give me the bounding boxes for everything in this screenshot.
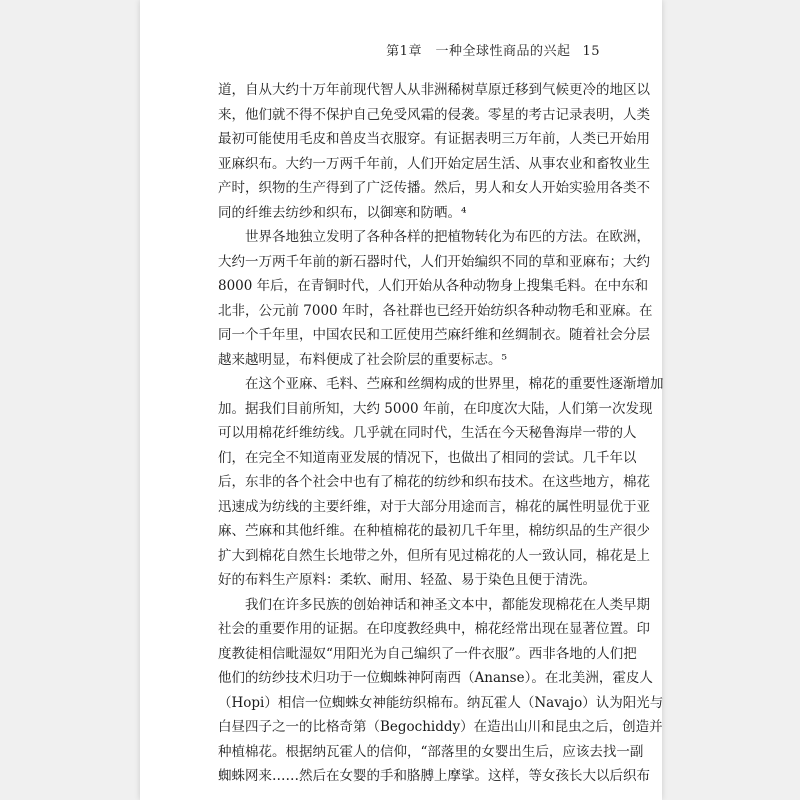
text-line: 越来越明显，布料便成了社会阶层的重要标志。⁵ <box>218 351 507 368</box>
paragraph <box>218 593 664 789</box>
text-line: 他们的纺纱技术归功于一位蜘蛛神阿南西（Ananse）。在北美洲，霍皮人 <box>218 670 653 686</box>
text-line: （Hopi）相信一位蜘蛛女神能纺织棉布。纳瓦霍人（Navajo）认为阳光与 <box>218 694 664 711</box>
paragraph <box>218 225 653 372</box>
text-line: 蜘蛛网来……然后在女婴的手和胳膊上摩挲。这样，等女孩长大以后织布 <box>218 768 650 784</box>
text-line: 道，自从大约十万年前现代智人从非洲稀树草原迁移到气候更冷的地区以 <box>218 82 650 98</box>
text-line: 白昼四子之一的比格奇第（Begochiddy）在造出山川和昆虫之后，创造并 <box>218 719 663 735</box>
paragraph <box>218 78 650 225</box>
text-line: 北非，公元前 7000 年时，各社群也已经开始纺织各种动物毛和亚麻。在 <box>218 302 653 319</box>
text-line: 社会的重要作用的证据。在印度教经典中，棉花经常出现在显著位置。印 <box>218 621 650 637</box>
text-line: 种植棉花。根据纳瓦霍人的信仰，“部落里的女婴出生后，应该去找一副 <box>218 743 644 760</box>
text-line: 亚麻织布。大约一万两千年前，人们开始定居生活、从事农业和畜牧业生 <box>218 155 650 172</box>
text-line: 世界各地独立发明了各种各样的把植物转化为布匹的方法。在欧洲， <box>245 229 650 245</box>
text-line: 可以用棉花纤维纺线。几乎就在同时代，生活在今天秘鲁海岸一带的人 <box>218 425 637 441</box>
text-line: 在这个亚麻、毛料、苎麻和丝绸构成的世界里，棉花的重要性逐渐增加 <box>245 376 664 392</box>
page-number: 15 <box>582 44 600 59</box>
text-line: 度教徒相信毗湿奴“用阳光为自己编织了一件衣服”。西非各地的人们把 <box>218 645 637 662</box>
text-line: 同的纤维去纺纱和织布，以御寒和防晒。⁴ <box>218 204 467 221</box>
text-line: 大约一万两千年前的新石器时代，人们开始编织不同的草和亚麻布；大约 <box>218 253 650 270</box>
text-line: 们，在完全不知道南亚发展的情况下，也做出了相同的尝试。几千年以 <box>218 449 637 466</box>
text-line: 迅速成为纺线的主要纤维，对于大部分用途而言，棉花的属性明显优于亚 <box>218 498 650 515</box>
text-line: 加。据我们目前所知，大约 5000 年前，在印度次大陆，人们第一次发现 <box>218 400 653 417</box>
text-line: 我们在许多民族的创始神话和神圣文本中，都能发现棉花在人类早期 <box>245 596 650 613</box>
text-line: 产时，织物的生产得到了广泛传播。然后，男人和女人开始实验用各类不 <box>218 180 650 196</box>
chapter-title: 第1章 一种全球性商品的兴起 <box>386 44 571 59</box>
text-line: 麻、苎麻和其他纤维。在种植棉花的最初几千年里，棉纺织品的生产很少 <box>218 523 650 539</box>
text-line: 好的布料生产原料：柔软、耐用、轻盈、易于染色且便于清洗。 <box>218 572 596 588</box>
body-text <box>218 78 664 789</box>
text-line: 最初可能使用毛皮和兽皮当衣服穿。有证据表明三万年前，人类已开始用 <box>218 131 650 147</box>
text-line: 后，东非的各个社会中也有了棉花的纺纱和织布技术。在这些地方，棉花 <box>218 474 650 490</box>
text-line: 同一个千年里，中国农民和工匠使用苎麻纤维和丝绸制衣。随着社会分层 <box>218 327 650 343</box>
paragraph <box>218 372 664 593</box>
text-line: 扩大到棉花自然生长地带之外，但所有见过棉花的人一致认同，棉花是上 <box>218 547 650 564</box>
text-line: 8000 年后，在青铜时代，人们开始从各种动物身上搜集毛料。在中东和 <box>218 278 649 294</box>
text-line: 来，他们就不得不保护自己免受风霜的侵袭。零星的考古记录表明，人类 <box>218 106 650 123</box>
running-header <box>386 40 600 59</box>
book-page <box>140 0 662 800</box>
